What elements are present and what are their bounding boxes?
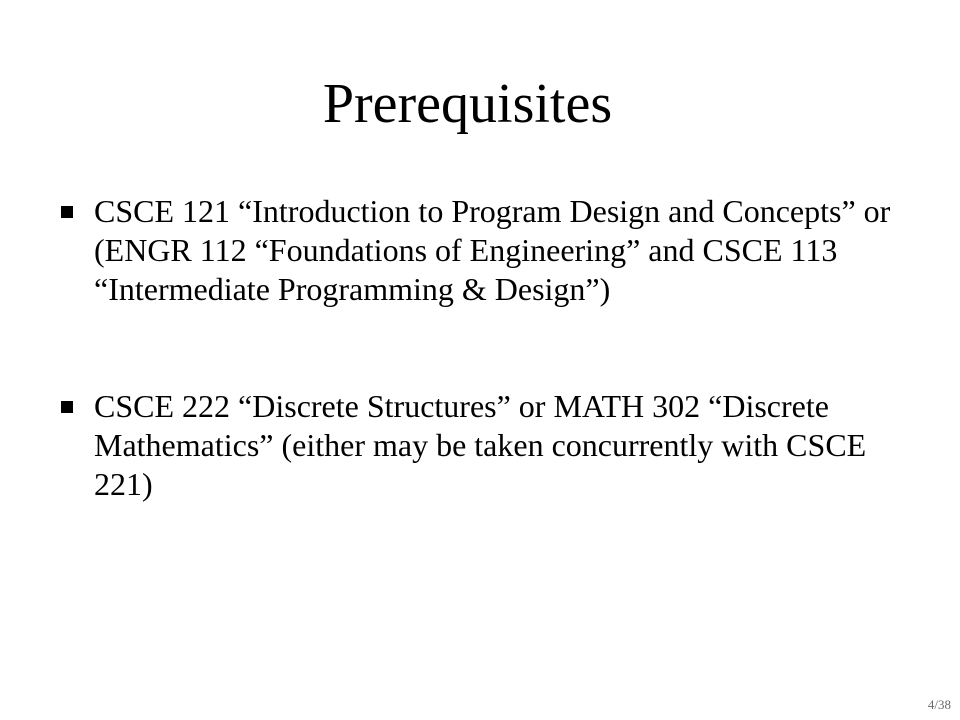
square-bullet-icon (61, 206, 73, 218)
slide-title: Prerequisites (322, 73, 613, 135)
bullet-text: CSCE 121 “Introduction to Program Design and Concepts” or (ENGR 112 “Foundations of Engineering” and CSCE 113 “Intermediate Programming & Design”) (94, 193, 891, 307)
page-number: 4/38 (927, 697, 951, 712)
bullet-item (61, 192, 891, 309)
square-bullet-icon (61, 401, 73, 413)
bullet-list (61, 192, 891, 582)
bullet-text: CSCE 222 “Discrete Structures” or MATH 302 “Discrete Mathematics” (either may be taken concurrently with CSCE 221) (94, 388, 867, 502)
bullet-item (61, 387, 891, 504)
